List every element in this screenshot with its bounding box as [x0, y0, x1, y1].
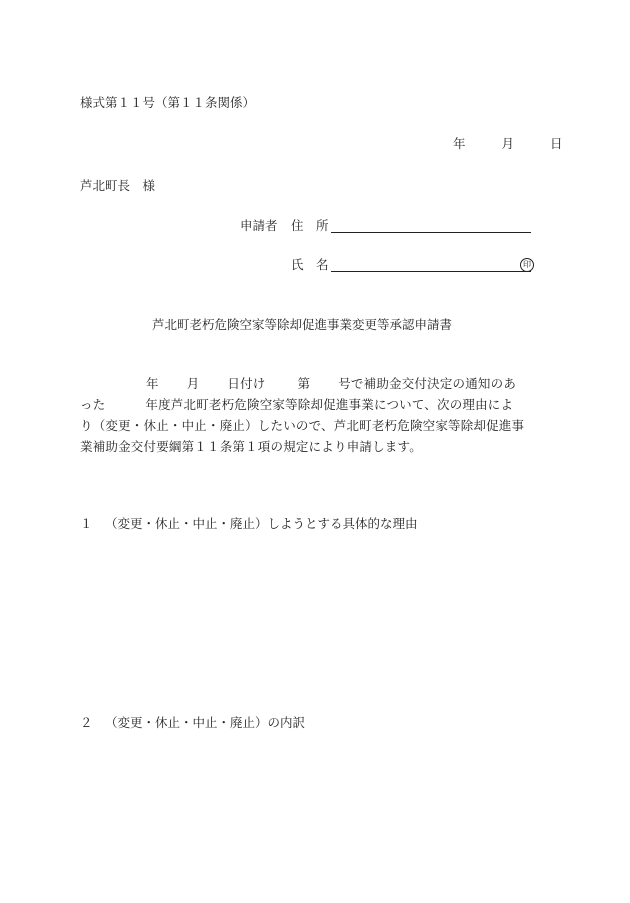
- body-line-2: った 年度芦北町老朽危険空家等除却促進事業について、次の理由によ: [80, 397, 514, 412]
- section-1-number: １: [80, 516, 93, 531]
- date-year: 年: [453, 136, 466, 151]
- seal-mark: 印: [520, 258, 534, 272]
- name-field[interactable]: [331, 259, 531, 272]
- section-2-number: ２: [80, 715, 93, 730]
- date-month: 月: [501, 136, 514, 151]
- form-number: 様式第１１号（第１１条関係）: [80, 95, 256, 110]
- body-line-4: 業補助金交付要綱第１１条第１項の規定により申請します。: [80, 439, 422, 454]
- addressee: 芦北町長 様: [80, 178, 156, 193]
- date-day: 日: [549, 136, 563, 151]
- address-label: 住 所: [291, 218, 329, 233]
- date-line: [453, 138, 562, 151]
- address-field[interactable]: [331, 220, 531, 233]
- section-1-heading: （変更・休止・中止・廃止）しようとする具体的な理由: [105, 516, 418, 531]
- applicant-label: 申請者: [240, 218, 278, 233]
- name-label: 氏 名: [291, 257, 329, 272]
- section-2-heading: （変更・休止・中止・廃止）の内訳: [105, 715, 306, 730]
- document-title: 芦北町老朽危険空家等除却促進事業変更等承認申請書: [152, 317, 453, 332]
- body-line-1: 年 月 日付け 第 号で補助金交付決定の通知のあ: [146, 376, 517, 391]
- body-line-3: り（変更・休止・中止・廃止）したいので、芦北町老朽危険空家等除却促進事: [80, 418, 525, 433]
